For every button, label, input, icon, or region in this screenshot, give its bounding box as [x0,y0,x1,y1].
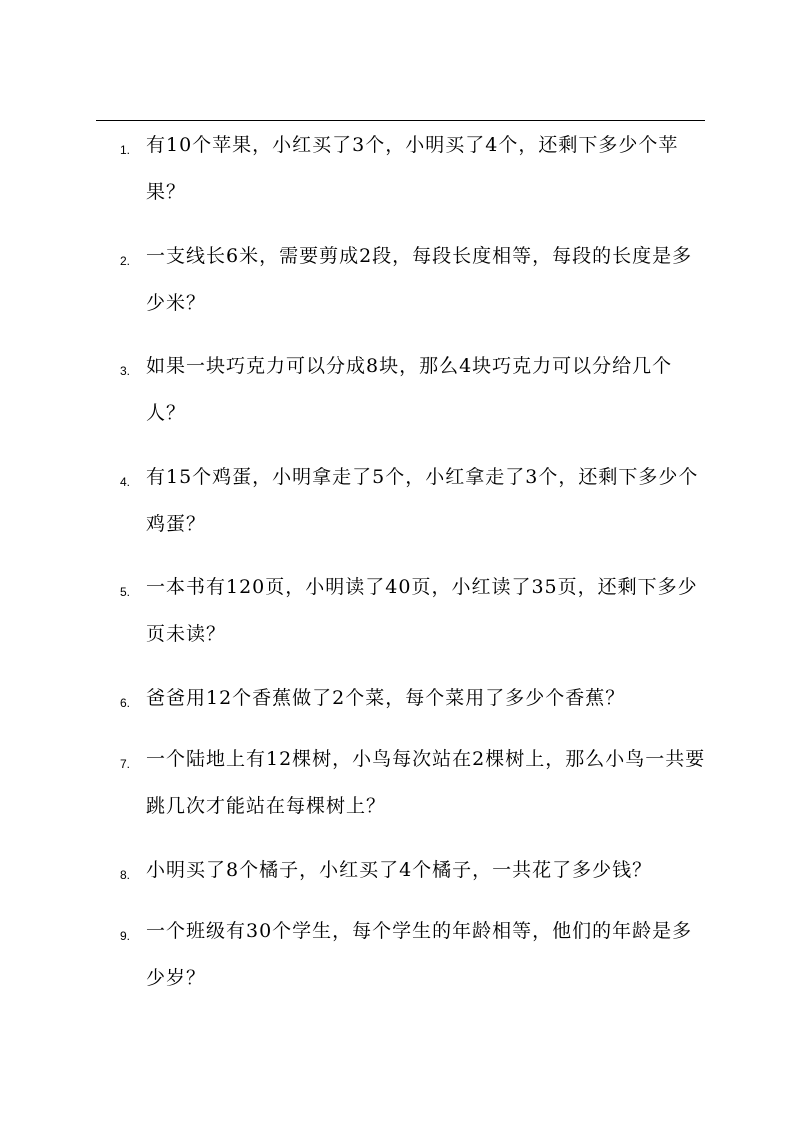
question-text: 爸爸用12个香蕉做了2个菜，每个菜用了多少个香蕉？ [146,687,626,709]
question-number: 1. [120,143,131,157]
question-text: 如果一块巧克力可以分成8块，那么4块巧克力可以分给几个人？ [146,355,673,424]
question-number: 9. [120,929,131,943]
question-number: 4. [120,475,131,489]
question-text: 有15个鸡蛋，小明拿走了5个，小红拿走了3个，还剩下多少个鸡蛋？ [146,466,699,535]
question-number: 3. [120,364,131,378]
question-text: 一个陆地上有12棵树，小鸟每次站在2棵树上，那么小鸟一共要跳几次才能站在每棵树上？ [146,748,706,817]
question-text: 有10个苹果，小红买了3个，小明买了4个，还剩下多少个苹果？ [146,134,679,203]
question-text: 一支线长6米，需要剪成2段，每段长度相等，每段的长度是多少米？ [146,245,693,314]
question-text: 一个班级有30个学生，每个学生的年龄相等，他们的年龄是多少岁？ [146,920,693,989]
question-number: 2. [120,254,131,268]
question-text: 小明买了8个橘子，小红买了4个橘子，一共花了多少钱？ [146,859,653,881]
question-number: 8. [120,868,131,882]
question-number: 5. [120,585,131,599]
question-number: 7. [120,757,131,771]
question-number: 6. [120,696,131,710]
question-text: 一本书有120页，小明读了40页，小红读了35页，还剩下多少页未读？ [146,576,698,645]
